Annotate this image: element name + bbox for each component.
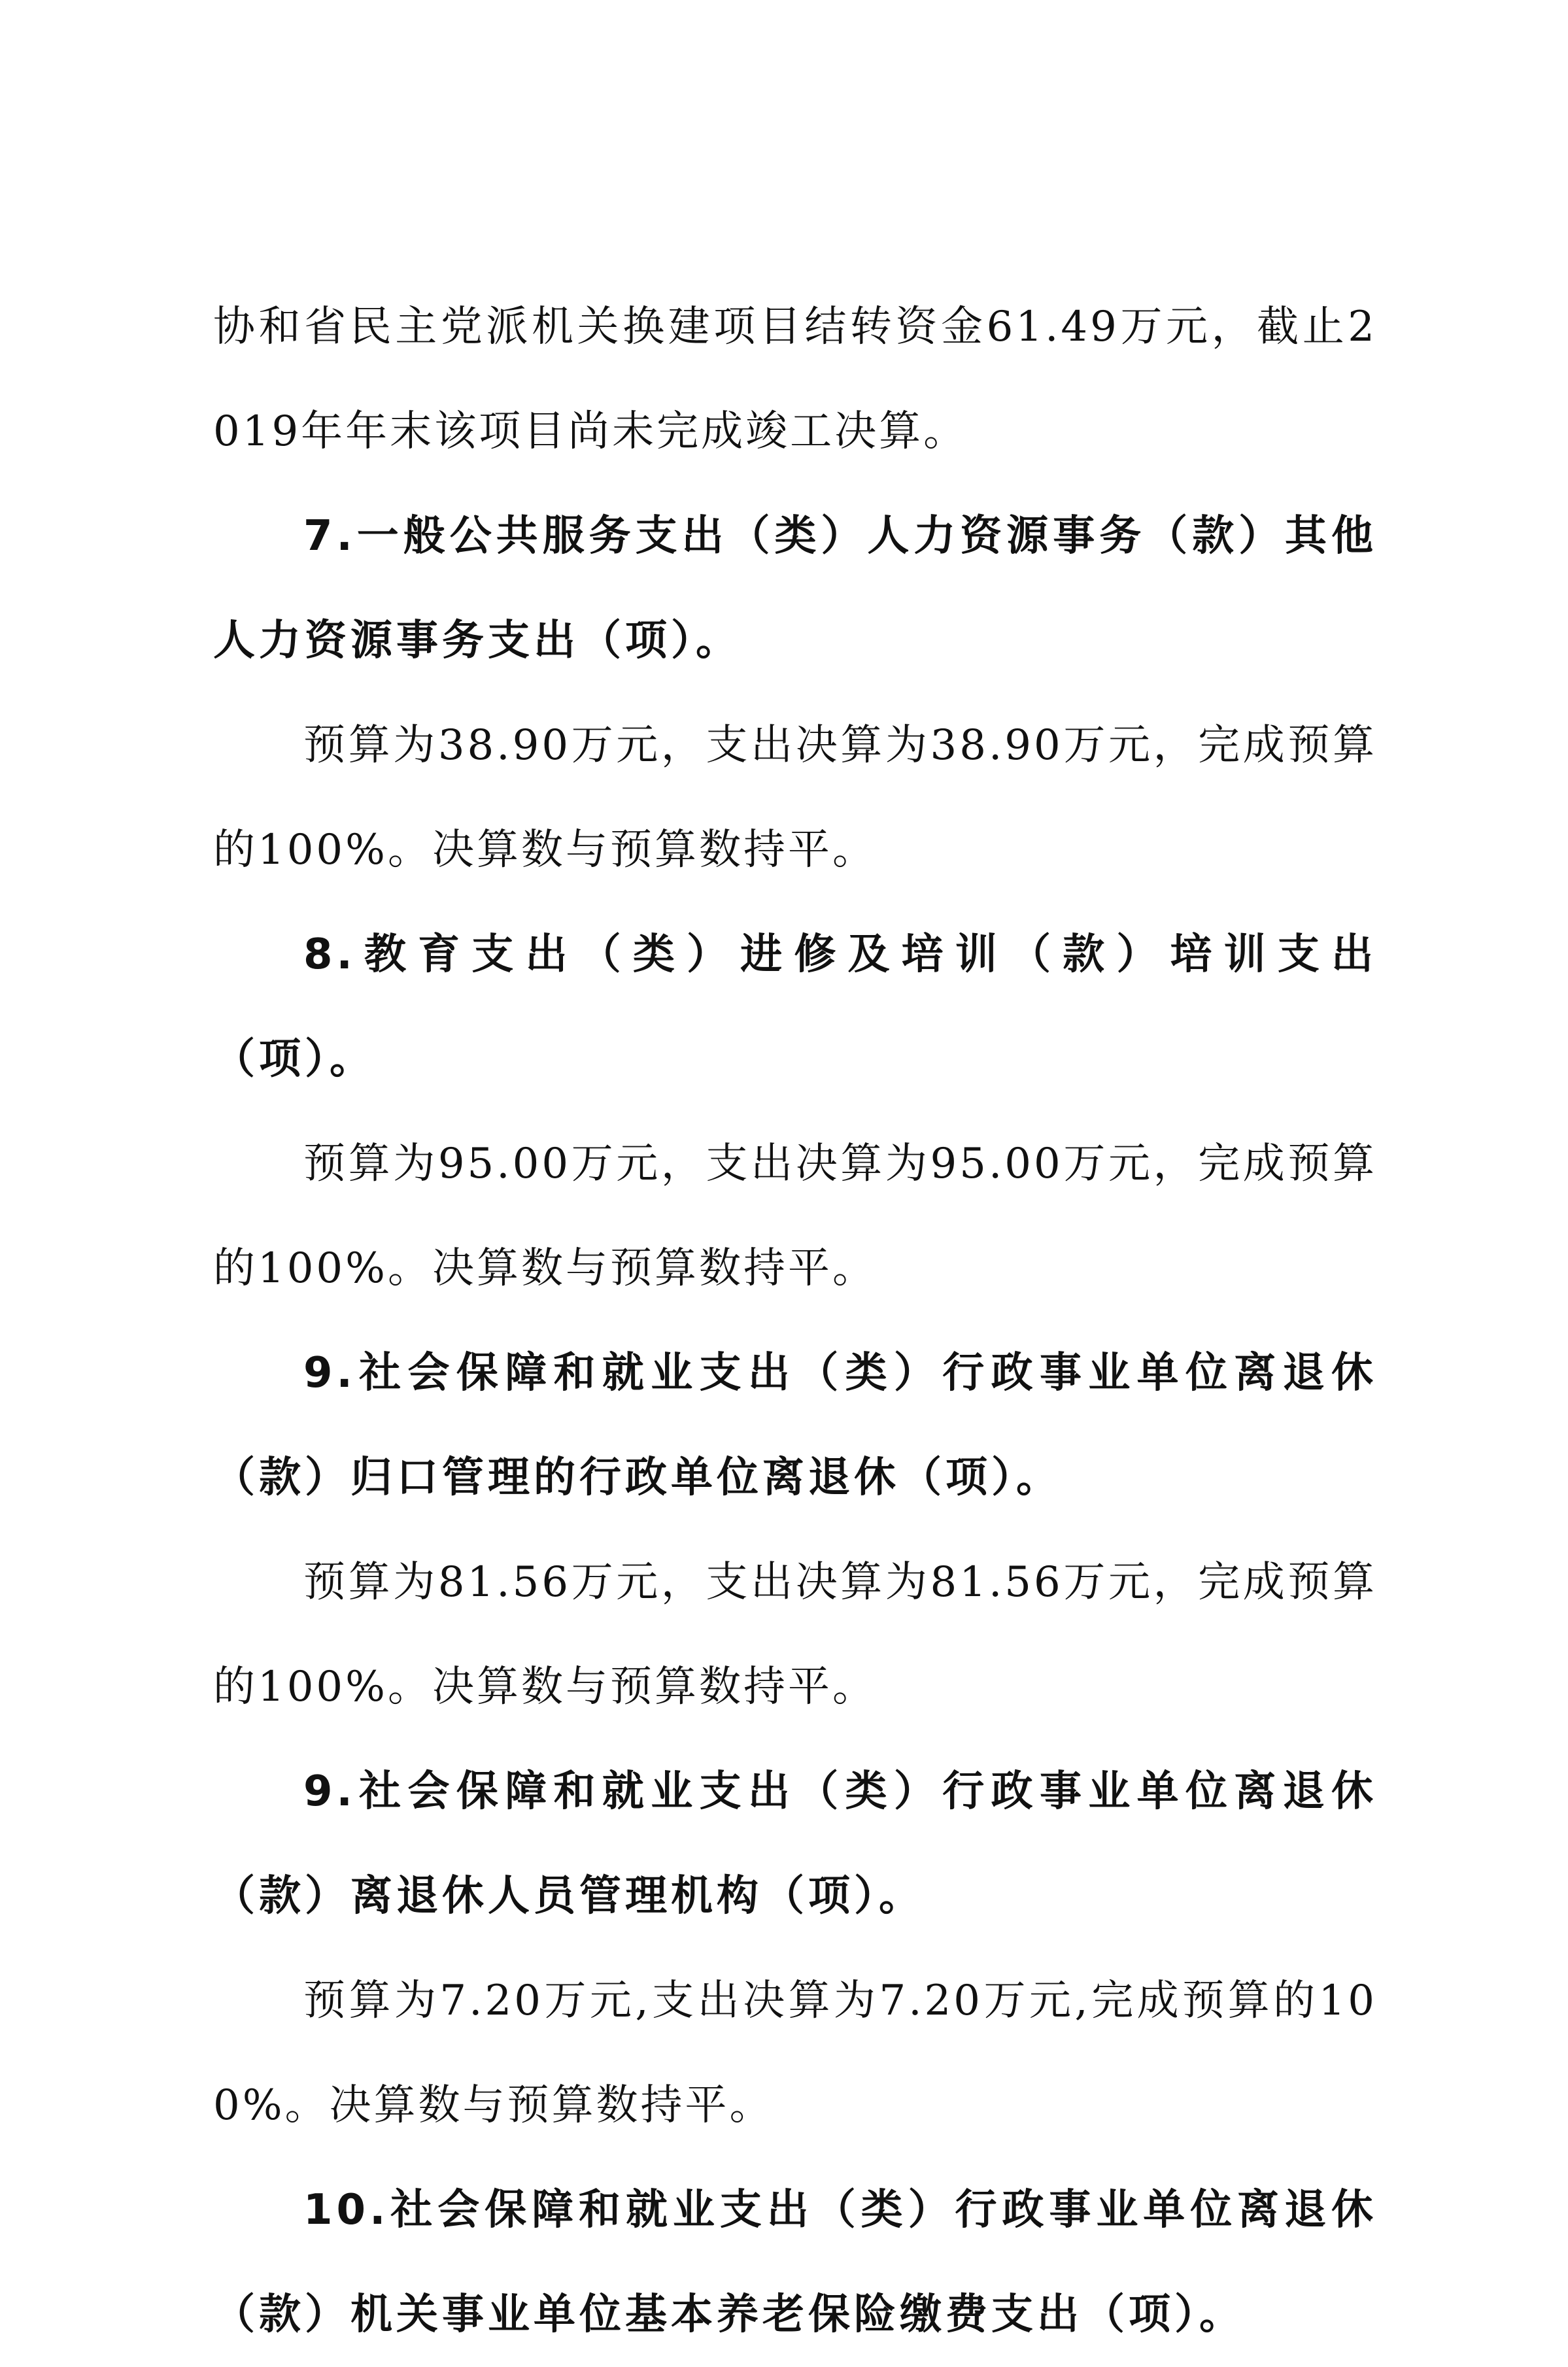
- section-heading-7: 7.一般公共服务支出（类）人力资源事务（款）其他人力资源事务支出（项）。: [213, 512, 1377, 665]
- document-body: [213, 275, 1377, 2367]
- section-heading-10: 10.社会保障和就业支出（类）行政事业单位离退休（款）机关事业单位基本养老保险缴费支出（项）。: [213, 2186, 1377, 2339]
- paragraph-carryover-text: 协和省民主党派机关换建项目结转资金61.49万元，截止2019年年末该项目尚未完成竣工决算。: [213, 303, 1377, 456]
- paragraph-budget-9a: 预算为81.56万元，支出决算为81.56万元，完成预算的100%。决算数与预算数持平。: [213, 1558, 1377, 1711]
- section-heading-9a: 9.社会保障和就业支出（类）行政事业单位离退休（款）归口管理的行政单位离退休（项）。: [213, 1349, 1377, 1502]
- section-heading-9b: 9.社会保障和就业支出（类）行政事业单位离退休（款）离退休人员管理机构（项）。: [213, 1767, 1377, 1920]
- paragraph-budget-8: 预算为95.00万元，支出决算为95.00万元，完成预算的100%。决算数与预算数持平。: [213, 1140, 1377, 1293]
- section-heading-8: 8.教育支出（类）进修及培训（款）培训支出（项）。: [213, 930, 1377, 1083]
- paragraph-budget-7: 预算为38.90万元，支出决算为38.90万元，完成预算的100%。决算数与预算数持平。: [213, 721, 1377, 874]
- paragraph-budget-9b: 预算为7.20万元,支出决算为7.20万元,完成预算的100%。决算数与预算数持平。: [213, 1977, 1377, 2130]
